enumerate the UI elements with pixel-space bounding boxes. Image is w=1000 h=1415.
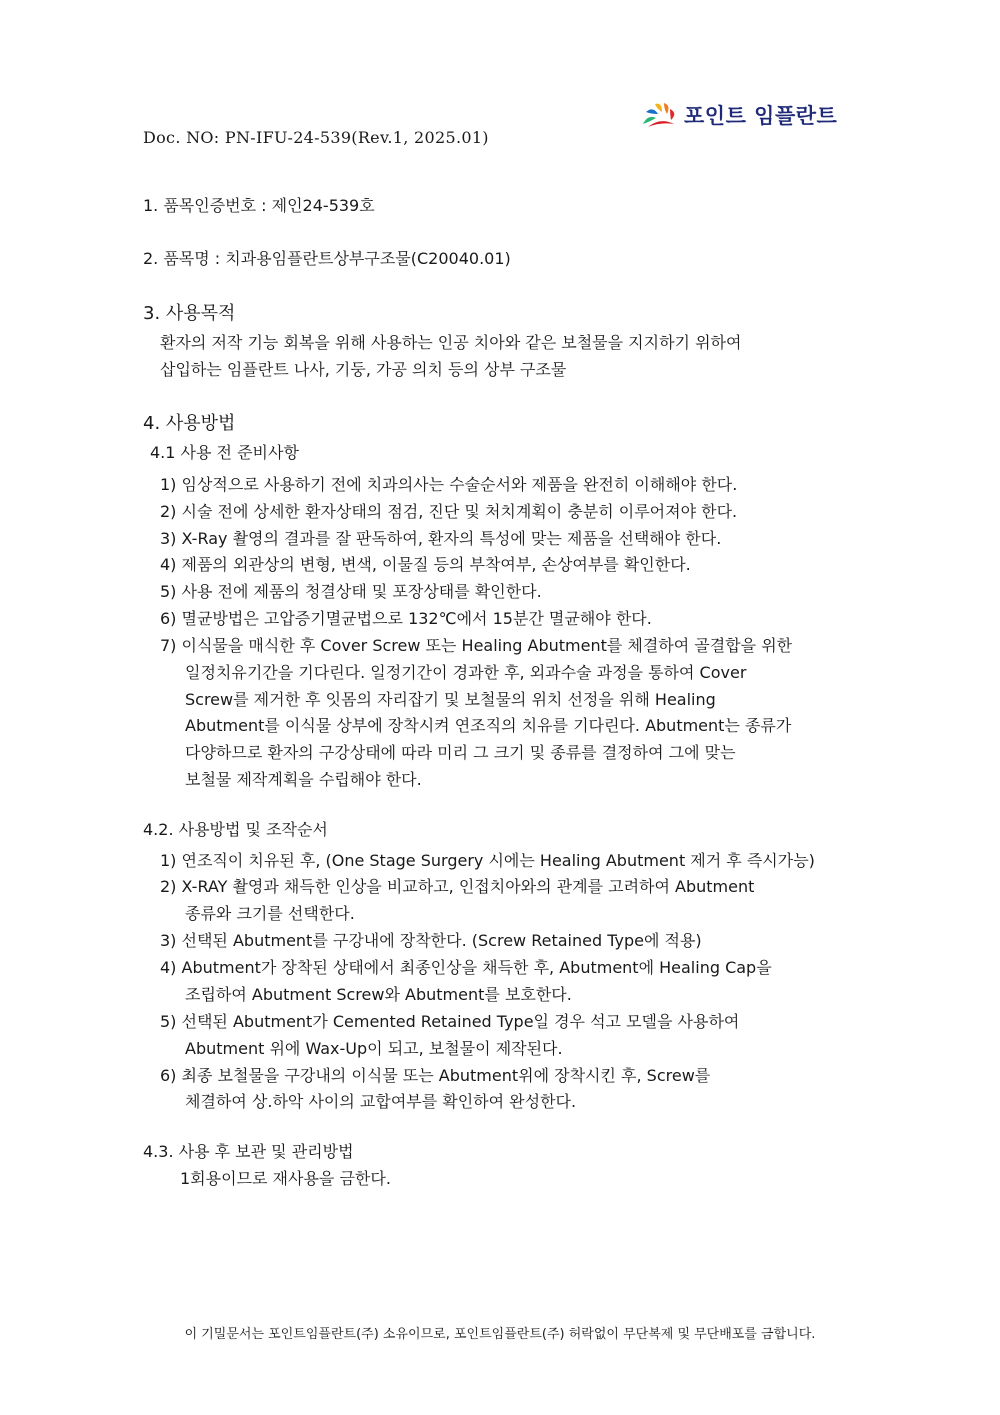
- section-4-1-item: 6) 멸균방법은 고압증기멸균법으로 132℃에서 15분간 멸균해야 한다.: [160, 609, 652, 628]
- section-4-1-item: 5) 사용 전에 제품의 청결상태 및 포장상태를 확인한다.: [160, 582, 542, 601]
- section-3-line: 삽입하는 임플란트 나사, 기둥, 가공 의치 등의 상부 구조물: [160, 360, 567, 379]
- section-4-2-item: 1) 연조직이 치유된 후, (One Stage Surgery 시에는 Healing Abutment 제거 후 즉시가능): [160, 851, 815, 870]
- section-4-3-title: 4.3. 사용 후 보관 및 관리방법: [143, 1142, 354, 1161]
- section-4-1-item-continued: Abutment를 이식물 상부에 장착시켜 연조직의 치유를 기다린다. Abutment는 종류가: [185, 716, 792, 735]
- section-4-1-item: 1) 임상적으로 사용하기 전에 치과의사는 수술순서와 제품을 완전히 이해해야 한다.: [160, 475, 738, 494]
- section-4-2-item: 6) 최종 보철물을 구강내의 이식물 또는 Abutment위에 장착시킨 후, Screw를: [160, 1066, 711, 1085]
- section-3-title: 3. 사용목적: [143, 303, 236, 324]
- section-4-2-item-continued: 조립하여 Abutment Screw와 Abutment를 보호한다.: [185, 985, 572, 1004]
- section-2-product-name: 2. 품목명 : 치과용임플란트상부구조물(C20040.01): [143, 249, 511, 268]
- section-4-1-item-continued: 보철물 제작계획을 수립해야 한다.: [185, 770, 422, 789]
- section-4-1-item: 3) X-Ray 촬영의 결과를 잘 판독하여, 환자의 특성에 맞는 제품을 선택해야 한다.: [160, 529, 722, 548]
- section-4-2-item-continued: 종류와 크기를 선택한다.: [185, 904, 355, 923]
- section-4-1-item: 2) 시술 전에 상세한 환자상태의 점검, 진단 및 처치계획이 충분히 이루어져야 한다.: [160, 502, 738, 521]
- section-4-2-item-continued: 체결하여 상.하악 사이의 교합여부를 확인하여 완성한다.: [185, 1092, 577, 1111]
- section-4-2-item: 3) 선택된 Abutment를 구강내에 장착한다. (Screw Retained Type에 적용): [160, 931, 702, 950]
- section-3-line: 환자의 저작 기능 회복을 위해 사용하는 인공 치아와 같은 보철물을 지지하기 위하여: [160, 333, 742, 352]
- section-4-2-item: 2) X-RAY 촬영과 채득한 인상을 비교하고, 인접치아와의 관계를 고려하여 Abutment: [160, 877, 755, 896]
- section-4-2-title: 4.2. 사용방법 및 조작순서: [143, 820, 328, 839]
- section-4-2-item: 4) Abutment가 장착된 상태에서 최종인상을 채득한 후, Abutment에 Healing Cap을: [160, 958, 772, 977]
- section-4-1-item-continued: 다양하므로 환자의 구강상태에 따라 미리 그 크기 및 종류를 결정하여 그에 맞는: [185, 743, 736, 762]
- logo-text: 포인트 임플란트: [684, 104, 838, 128]
- section-4-title: 4. 사용방법: [143, 413, 236, 434]
- section-1-cert-number: 1. 품목인증번호 : 제인24-539호: [143, 196, 375, 215]
- section-4-1-item-continued: 일정치유기간을 기다린다. 일정기간이 경과한 후, 외과수술 과정을 통하여 Cover: [185, 663, 747, 682]
- section-4-2-item: 5) 선택된 Abutment가 Cemented Retained Type일 경우 석고 모델을 사용하여: [160, 1012, 740, 1031]
- section-4-2-item-continued: Abutment 위에 Wax-Up이 되고, 보철물이 제작된다.: [185, 1039, 563, 1058]
- logo-mark-icon: [640, 100, 680, 130]
- company-logo: [640, 100, 837, 130]
- section-4-1-item-continued: Screw를 제거한 후 잇몸의 자리잡기 및 보철물의 위치 선정을 위해 Healing: [185, 690, 716, 709]
- section-4-1-item: 4) 제품의 외관상의 변형, 변색, 이물질 등의 부착여부, 손상여부를 확인한다.: [160, 555, 691, 574]
- section-4-3-text: 1회용이므로 재사용을 금한다.: [180, 1169, 391, 1188]
- section-4-1-title: 4.1 사용 전 준비사항: [150, 443, 299, 462]
- confidentiality-footer: 이 기밀문서는 포인트임플란트(주) 소유이므로, 포인트임플란트(주) 허락없이 무단복제 및 무단배포를 금합니다.: [184, 1327, 816, 1342]
- section-4-1-item: 7) 이식물을 매식한 후 Cover Screw 또는 Healing Abutment를 체결하여 골결합을 위한: [160, 636, 793, 655]
- document-number: Doc. NO: PN-IFU-24-539(Rev.1, 2025.01): [143, 128, 489, 147]
